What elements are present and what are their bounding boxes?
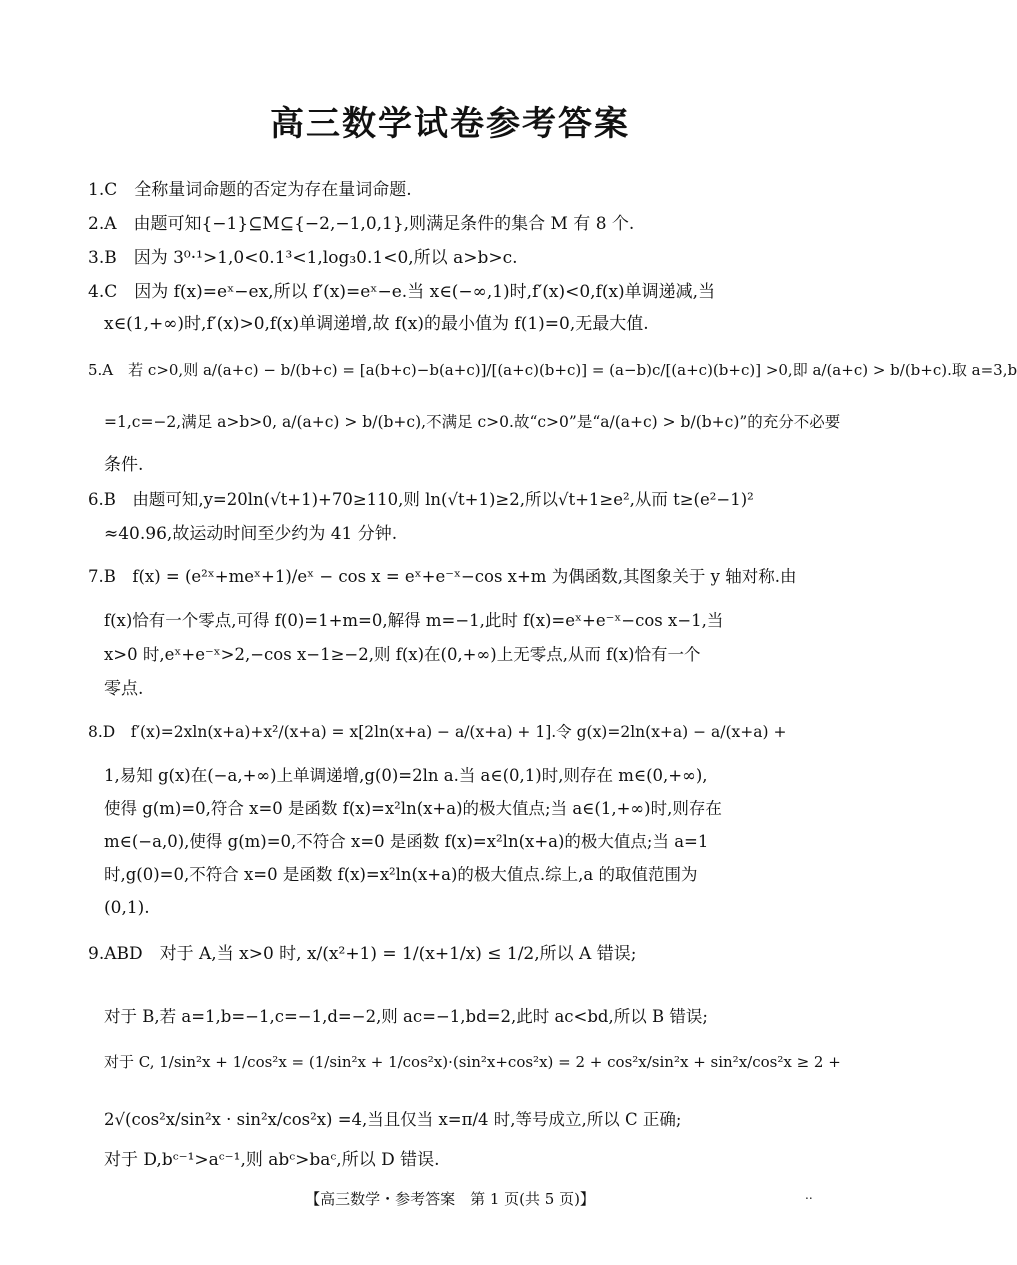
answer-2: 2.A 由题可知{−1}⊆M⊆{−2,−1,0,1},则满足条件的集合 M 有 8 个. — [88, 214, 635, 234]
footer-mark: .. — [805, 1188, 813, 1202]
answer-5-line-2: =1,c=−2,满足 a>b>0, a/(a+c) > b/(b+c),不满足 c>0.故“c>0”是“a/(a+c) > b/(b+c)”的充分不必要 — [104, 413, 841, 431]
answer-7-line-2: f(x)恰有一个零点,可得 f(0)=1+m=0,解得 m=−1,此时 f(x)=eˣ+e⁻ˣ−cos x−1,当 — [104, 611, 724, 630]
answer-7-line-3: x>0 时,eˣ+e⁻ˣ>2,−cos x−1≥−2,则 f(x)在(0,+∞)上无零点,从而 f(x)恰有一个 — [104, 645, 701, 664]
answer-1: 1.C 全称量词命题的否定为存在量词命题. — [88, 180, 412, 200]
answer-9-line-5: 对于 D,bᶜ⁻¹>aᶜ⁻¹,则 abᶜ>baᶜ,所以 D 错误. — [104, 1150, 440, 1170]
answer-8-line-2: 1,易知 g(x)在(−a,+∞)上单调递增,g(0)=2ln a.当 a∈(0,1)时,则存在 m∈(0,+∞), — [104, 766, 708, 785]
answer-5-line-3: 条件. — [104, 455, 144, 475]
answer-9-line-4: 2√(cos²x/sin²x · sin²x/cos²x) =4,当且仅当 x=π/4 时,等号成立,所以 C 正确; — [104, 1110, 682, 1129]
answer-8-line-1: 8.D f′(x)=2xln(x+a)+x²/(x+a) = x[2ln(x+a) − a/(x+a) + 1].令 g(x)=2ln(x+a) − a/(x+a) + — [88, 723, 787, 741]
answer-8-line-5: 时,g(0)=0,不符合 x=0 是函数 f(x)=x²ln(x+a)的极大值点.综上,a 的取值范围为 — [104, 865, 698, 884]
answer-9-line-3: 对于 C, 1/sin²x + 1/cos²x = (1/sin²x + 1/cos²x)·(sin²x+cos²x) = 2 + cos²x/sin²x + sin²x/cos²x ≥ 2 + — [104, 1053, 841, 1071]
page-footer: 【高三数学・参考答案 第 1 页(共 5 页)】 — [305, 1190, 595, 1208]
answer-4-line-1: 4.C 因为 f(x)=eˣ−ex,所以 f′(x)=eˣ−e.当 x∈(−∞,1)时,f′(x)<0,f(x)单调递减,当 — [88, 282, 716, 302]
answer-9-line-1: 9.ABD 对于 A,当 x>0 时, x/(x²+1) = 1/(x+1/x) ≤ 1/2,所以 A 错误; — [88, 944, 637, 964]
answer-8-line-4: m∈(−a,0),使得 g(m)=0,不符合 x=0 是函数 f(x)=x²ln(x+a)的极大值点;当 a=1 — [104, 832, 709, 851]
answer-6-line-2: ≈40.96,故运动时间至少约为 41 分钟. — [104, 524, 398, 544]
page-title: 高三数学试卷参考答案 — [270, 104, 630, 144]
answer-4-line-2: x∈(1,+∞)时,f′(x)>0,f(x)单调递增,故 f(x)的最小值为 f(1)=0,无最大值. — [104, 314, 649, 334]
answer-6-line-1: 6.B 由题可知,y=20ln(√t+1)+70≥110,则 ln(√t+1)≥2,所以√t+1≥e²,从而 t≥(e²−1)² — [88, 490, 754, 509]
answer-8-line-6: (0,1). — [104, 898, 150, 918]
answer-3: 3.B 因为 3⁰·¹>1,0<0.1³<1,log₃0.1<0,所以 a>b>c. — [88, 248, 518, 268]
answer-7-line-4: 零点. — [104, 679, 144, 699]
answer-5-line-1: 5.A 若 c>0,则 a/(a+c) − b/(b+c) = [a(b+c)−b(a+c)]/[(a+c)(b+c)] = (a−b)c/[(a+c)(b+c)] >0,即 a/(a+c) > b/(b+c).取 a=3,b — [88, 361, 1017, 379]
answer-7-line-1: 7.B f(x) = (e²ˣ+meˣ+1)/eˣ − cos x = eˣ+e⁻ˣ−cos x+m 为偶函数,其图象关于 y 轴对称.由 — [88, 567, 797, 586]
answer-8-line-3: 使得 g(m)=0,符合 x=0 是函数 f(x)=x²ln(x+a)的极大值点;当 a∈(1,+∞)时,则存在 — [104, 799, 722, 818]
answer-9-line-2: 对于 B,若 a=1,b=−1,c=−1,d=−2,则 ac=−1,bd=2,此时 ac<bd,所以 B 错误; — [104, 1007, 708, 1026]
